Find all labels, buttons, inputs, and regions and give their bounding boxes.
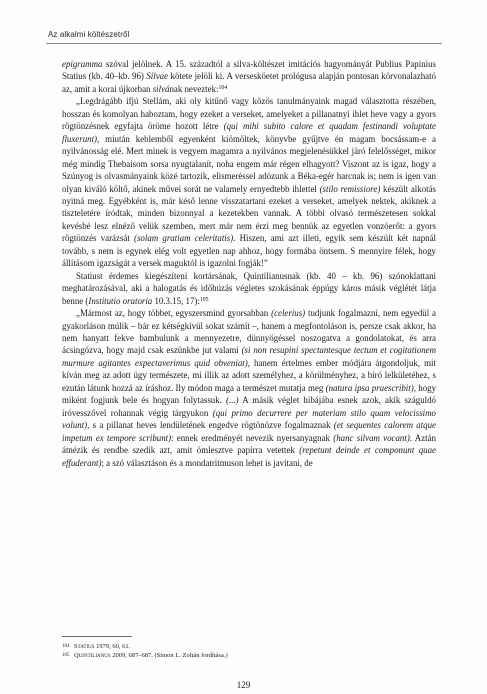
italic-run: epigramma <box>62 59 103 69</box>
footnote-author: Statius <box>74 643 95 650</box>
text-run: , hogy miként fogjunk bele és hogyan folytassuk. <box>62 382 437 406</box>
text-run: szóval jelölnek. A 15. századtól a silva-költészet imitációs hagyományát Publius Papinius Statius (kb. 40–kb. 96) <box>62 59 436 82</box>
italic-run: (...) <box>226 395 239 406</box>
footnote-rule <box>62 636 132 637</box>
italic-run: Silvae <box>146 71 169 82</box>
quotation-quintilianus <box>62 307 436 469</box>
text-run: . Aztán átnézik és rendbe szedik azt, amit ömlesztve papírra vetettek <box>62 432 436 456</box>
italic-run: (stilo remissiore) <box>319 183 381 194</box>
italic-run: (hanc silvam vocant) <box>333 432 410 443</box>
footnote-author: Quintilianus <box>74 652 111 659</box>
text-run: Statiust érdemes kiegészíteni kortársának, Quintilianusnak (kb. 40 – kb. 96) szónoklattani meghatározásával, aki a halogatás és időhúzás végletes szokásának éppúgy káros másik véglétét látja benne ( <box>62 270 436 306</box>
text-run: , miután keblemből egyenként kiömöltek, könyvbe gyűjtve én magam bocsássam-e a nyilvánosság elé. Mert minek is vegyem magamra a nyilvános megjelenésükkel járó felelősséget, mikor még mindig Thebaisom sorsa nyugtalanít, noha engem már régen elhagyott? Viszont az is igaz, hogy a Szúnyog is olvasmányaink közé tartozik, elismeréssel adózunk a Béka-egér harcnak is; nem is igen van olyan kiváló költő, akinek művei sorát ne valamely ernyedtebb ihlettel <box>62 133 436 194</box>
running-head: Az alkalmi költészetről <box>48 30 130 39</box>
italic-run: (celerius) <box>271 308 306 319</box>
text-run: , s a pillanat heves lendületének engedve rögtönözve fogalmaznak <box>87 420 334 431</box>
footnote-number: 104 <box>62 644 70 649</box>
footnote-ref: 105 <box>199 296 209 303</box>
text-run: , hanem értelmes ember módjára átgondoljuk, mit kíván meg az adott ügy természete, mi illik az adott személyhez, a körülményhez, a bíró lelkületéhez, s ezután látunk hozzá az íráshoz. Ily módon maga a természet mutatja meg <box>62 357 436 393</box>
text-run: ; a szó választáson és a mondatritmuson lehet is javítani, de <box>101 457 313 468</box>
footnote-104 <box>62 642 436 651</box>
italic-run: (repetunt deinde et componunt quae effuderant) <box>62 445 436 468</box>
italic-run: silvá <box>152 83 170 94</box>
text-run: „Legdrágább ifjú Stellám, aki oly kitűnő vagy közös tanulmányaink magad választotta részében, hosszan és komolyan haboztam, hogy ezeket a verseket, amelyeket a pillanatnyi ihlet heve vagy a gyors rögtönzésnek egyfajta öröme hozott létre <box>62 96 436 132</box>
italic-run: (solam gratiam celeritatis) <box>134 233 234 244</box>
paragraph-1 <box>62 58 436 95</box>
footnote-number: 105 <box>62 653 70 658</box>
quotation-statius <box>62 95 436 269</box>
footnote-ref: 104 <box>218 84 228 91</box>
footnote-text <box>74 651 228 660</box>
italic-run: (qui primo decurrere per materiam stilo quam velocissimo volunt) <box>62 407 436 431</box>
text-run: készült alkotás nyitná meg. Egyébként is, már késő lenne visszatartani ezeket a verseket, amelyek nektek, akiknek a tiszteletére íródtak, minden bizonnyal a kezetekben vannak. A többi olvasó természetesen sokkal kevésbé lesz elnéző velük szemben, mert már nem érzi meg bennük az egyetlen vonzóerőt: a gyors rögtönzés varázsát <box>62 183 436 244</box>
page-number: 129 <box>236 680 251 690</box>
footnote-105 <box>62 651 436 660</box>
italic-run: (qui mihi subito calore et quadam festinandi voluptate fluxerunt) <box>62 121 436 144</box>
footnote-text <box>74 642 130 651</box>
text-run: 10.3.15, 17): <box>152 295 200 306</box>
italic-run: (si non resupini spectantesque tectum et cogitationem murmure agitantes expectaverimus quid obveniat) <box>62 345 436 368</box>
italic-run: (natura ipsa praescribit) <box>325 382 414 393</box>
italic-run: Institutio oratoria <box>88 295 153 306</box>
paragraph-2 <box>62 270 436 307</box>
text-run: kötete jelöli ki. A versesköetet prológusa alapján pontosan körvonalazható az, amit a korai újkorban <box>62 71 436 94</box>
text-run: nak neveztek: <box>169 83 219 94</box>
header-rule <box>46 43 442 44</box>
footnote-citation: 1979, 60, 61. <box>94 643 131 650</box>
italic-run: (et sequentes calorem atque impetum ex tempore scribunt) <box>62 420 436 443</box>
text-run: „Mármost az, hogy többet, egyszersmind gyorsabban <box>76 308 272 319</box>
text-run: . Hiszen, ami azt illeti, egyik sem készült két napnál tovább, s nem is egynek elég volt egyetlen nap ahhoz, hogy formába öntsem. S mennyire félek, hogy állításom igazságát a versek maguktól is igazolni fogják!” <box>62 233 437 269</box>
text-run: tudjunk fogalmazni, nem egyedül a gyakorláson múlik – bár ez kétségkívül sokat számít –, hanem a megfontoláson is, persze csak akkor, ha nem hanyatt fekve bambulunk a mennyezetre, dünnyögéssel noszogatva a gondolatokat, és arra ácsingózva, hogy majd csak eszünkbe jut valami <box>62 308 436 356</box>
text-run: : ennek eredményét nevezik nyersanyagnak <box>171 432 334 443</box>
footnotes <box>62 642 436 660</box>
main-text <box>62 58 436 469</box>
text-run: A másik véglet hibájába esnek azok, akik száguldó íróvesszővel rohannak végig tárgyukon <box>62 395 436 418</box>
footnote-citation: 2009, 687–687. (Simon L. Zoltán fordítása.) <box>110 652 228 659</box>
